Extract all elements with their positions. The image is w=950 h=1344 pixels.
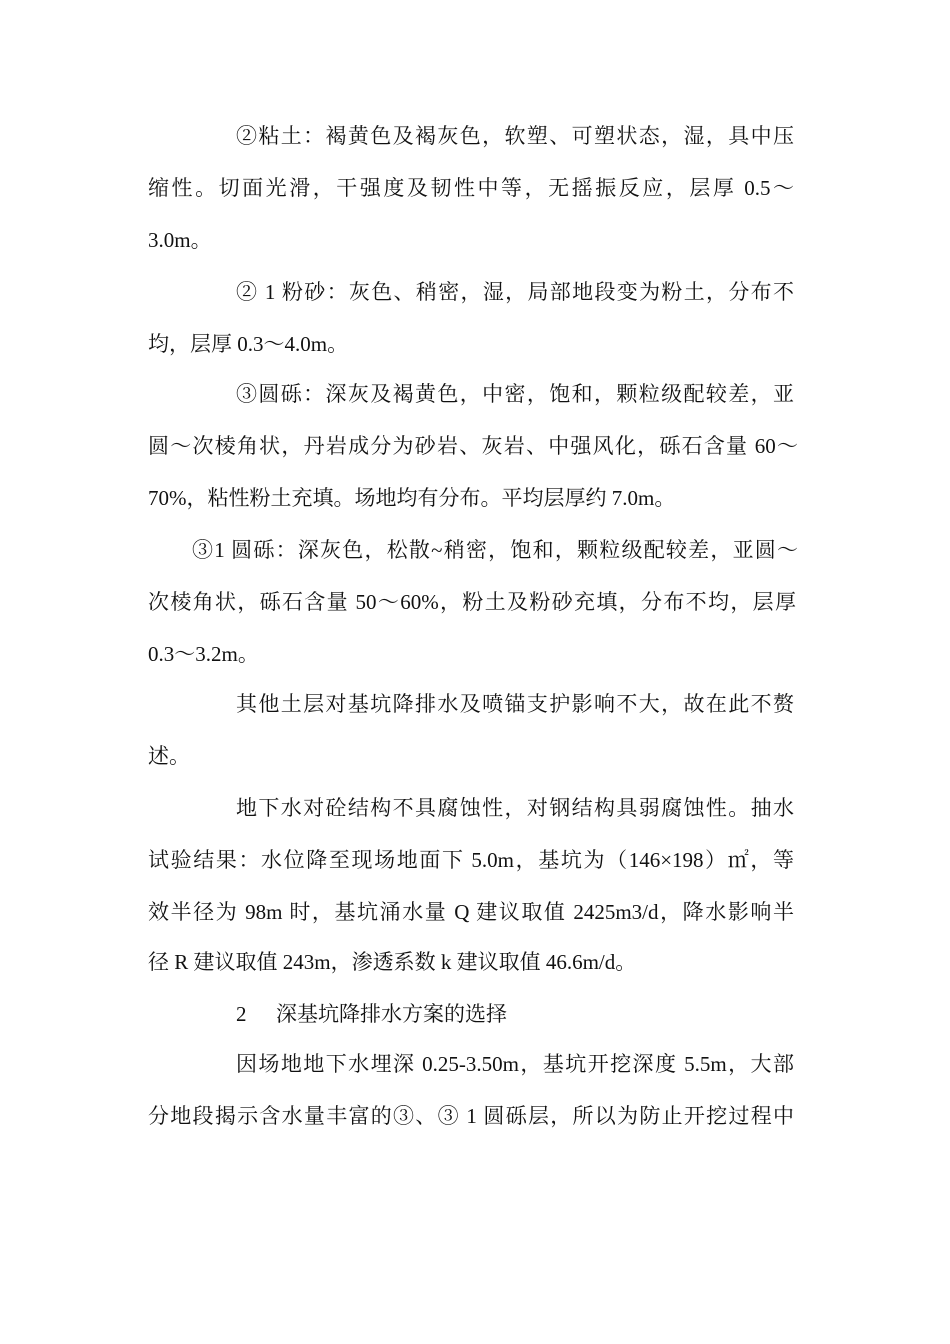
paragraph-line: 70%，粘性粉土充填。场地均有分布。平均层厚约 7.0m。 <box>148 486 676 510</box>
section-title: 深基坑降排水方案的选择 <box>276 1002 507 1026</box>
paragraph-line: 因场地地下水埋深 0.25-3.50m，基坑开挖深度 5.5m，大部 <box>236 1052 794 1076</box>
paragraph-line: 圆～次棱角状，丹岩成分为砂岩、灰岩、中强风化，砾石含量 60～ <box>148 434 798 458</box>
paragraph-line: 试验结果：水位降至现场地面下 5.0m，基坑为（146×198）㎡，等 <box>148 848 794 872</box>
paragraph-line: ② 1 粉砂：灰色、稍密，湿，局部地段变为粉土，分布不 <box>236 280 794 304</box>
paragraph-line: 述。 <box>148 744 190 768</box>
paragraph-line: ③圆砾：深灰及褐黄色，中密，饱和，颗粒级配较差，亚 <box>236 382 794 406</box>
paragraph-line: 径 R 建议取值 243m，渗透系数 k 建议取值 46.6m/d。 <box>148 950 637 974</box>
paragraph-line: 缩性。切面光滑，干强度及韧性中等，无摇振反应，层厚 0.5～ <box>148 176 794 200</box>
paragraph-line: 分地段揭示含水量丰富的③、③ 1 圆砾层，所以为防止开挖过程中 <box>148 1104 794 1128</box>
paragraph-line: 其他土层对基坑降排水及喷锚支护影响不大，故在此不赘 <box>236 692 794 716</box>
paragraph-line: ③1 圆砾：深灰色，松散~稍密，饱和，颗粒级配较差，亚圆～ <box>192 538 798 562</box>
paragraph-line: 次棱角状，砾石含量 50～60%，粉土及粉砂充填，分布不均，层厚 <box>148 590 796 614</box>
paragraph-line: 地下水对砼结构不具腐蚀性，对钢结构具弱腐蚀性。抽水 <box>236 796 794 820</box>
paragraph-line: 0.3～3.2m。 <box>148 642 259 666</box>
paragraph-line: 均，层厚 0.3～4.0m。 <box>148 332 349 356</box>
paragraph-line: ②粘土：褐黄色及褐灰色，软塑、可塑状态，湿，具中压 <box>236 124 794 148</box>
paragraph-line: 效半径为 98m 时，基坑涌水量 Q 建议取值 2425m3/d，降水影响半 <box>148 900 794 924</box>
section-number: 2 <box>236 1002 247 1026</box>
paragraph-line: 3.0m。 <box>148 228 212 252</box>
